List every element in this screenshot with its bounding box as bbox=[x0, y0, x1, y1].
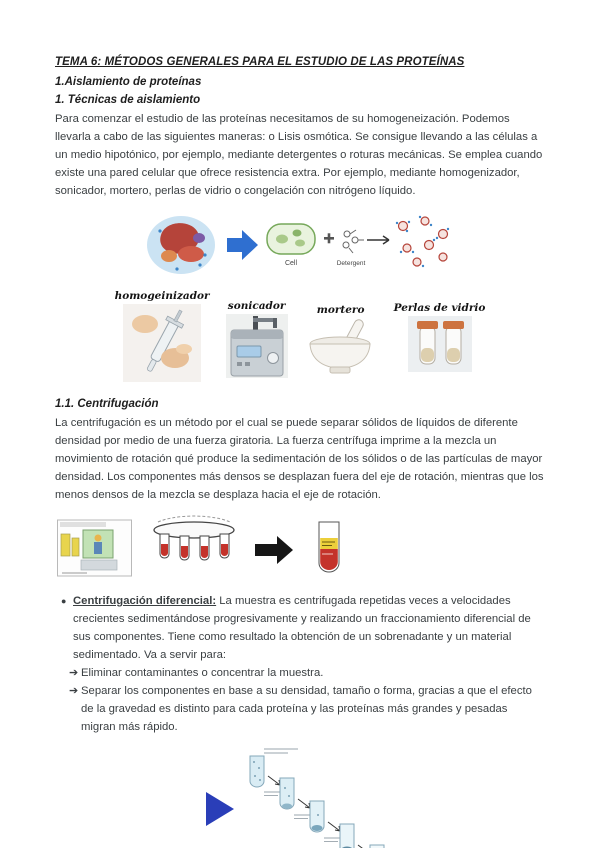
heading-aislamiento: 1.Aislamiento de proteínas bbox=[55, 76, 202, 88]
arrow-item-1-text: Eliminar contaminantes o concentrar la muestra. bbox=[81, 667, 324, 679]
glass-beads-photo bbox=[408, 316, 472, 372]
arrow-item-2-text: Separar los componentes en base a su densidad, tamaño o forma, gracias a que el efecto de la gravedad es distinto para cada proteína y las proteínas más grandes y pesadas migran más rápido. bbox=[81, 685, 532, 733]
bullet-diferencial-label: Centrifugación diferencial: bbox=[73, 595, 217, 607]
paragraph-centrifugacion: La centrifugación es un método por el cual se puede separar sólidos de líquidos de diferente densidad por medio de una fuerza giratoria. La fuerza centrífuga imprime a la mezcla un movimiento de rotación qué produce la sedimentación de los sólidos o de las partículas de mayor densidad. Los componentes más densos se desplazan fuera del eje de rotación, mientras que los menos densos de la mezcla se desplaza hacia el eje de rotación. bbox=[55, 417, 544, 501]
tool-label-homogenizador: homogeinizador bbox=[114, 290, 210, 302]
figure-cell-lysis bbox=[55, 212, 545, 278]
bullet-list bbox=[55, 592, 545, 736]
figure-differential-centrifugation bbox=[55, 744, 545, 848]
tool-perlas bbox=[394, 302, 486, 372]
cell-label: Cell bbox=[284, 260, 298, 267]
doc-title: TEMA 6: MÉTODOS GENERALES PARA EL ESTUDIO DE LAS PROTEÍNAS bbox=[55, 56, 465, 68]
bullet-diferencial-text bbox=[73, 592, 545, 664]
homogenizer-photo bbox=[123, 304, 201, 382]
cell-lysis-illustration bbox=[145, 212, 455, 278]
differential-centrifugation-illustration bbox=[200, 744, 400, 848]
tool-mortero bbox=[304, 304, 378, 376]
heading-centrifugacion: 1.1. Centrifugación bbox=[55, 398, 159, 410]
tool-label-sonicador: sonicador bbox=[227, 300, 286, 312]
detergent-label: Detergent bbox=[336, 260, 366, 267]
tool-label-perlas: Perlas de vidrio bbox=[393, 302, 486, 314]
arrow-bullet-icon: ➔ bbox=[69, 685, 79, 697]
arrow-item-1 bbox=[55, 664, 545, 682]
figure-centrifuge bbox=[55, 514, 545, 582]
tool-homogenizador bbox=[115, 290, 210, 382]
sonicator-photo bbox=[226, 314, 288, 378]
bullet-diferencial bbox=[55, 592, 545, 664]
tool-label-mortero: mortero bbox=[316, 304, 365, 316]
centrifuge-illustration bbox=[57, 514, 357, 582]
mortar-photo bbox=[304, 318, 378, 376]
heading-tecnicas: 1. Técnicas de aislamiento bbox=[55, 94, 201, 106]
tool-sonicador bbox=[226, 300, 288, 378]
bullet-diferencial-body: La muestra es centrifugada repetidas veces a velocidades crecientes sedimentándose progresivamente y realizando un fraccionamiento diferencial de sus componentes. Tiene como resultado la obtención de un sobrenadante y un material sedimentado. Va a servir para: bbox=[73, 595, 531, 661]
bullet-dot: ● bbox=[61, 596, 67, 606]
figure-tools bbox=[55, 290, 545, 382]
arrow-bullet-icon: ➔ bbox=[69, 667, 79, 679]
arrow-item-2 bbox=[55, 682, 545, 736]
paragraph-tecnicas: Para comenzar el estudio de las proteínas necesitamos de su homogeneización. Podemos llevarla a cabo de las siguientes maneras: o Lisis osmótica. Se consigue llevando a las células a un medio hipotónico, por ejemplo, mediante detergentes o roturas mecánicas. Se emplea cuando existe una pared celular que ofrece resistencia extra. Por ejemplo, mediante homogenizador, sonicador, mortero, perlas de vidrio o congelación con nitrógeno líquido. bbox=[55, 113, 543, 197]
